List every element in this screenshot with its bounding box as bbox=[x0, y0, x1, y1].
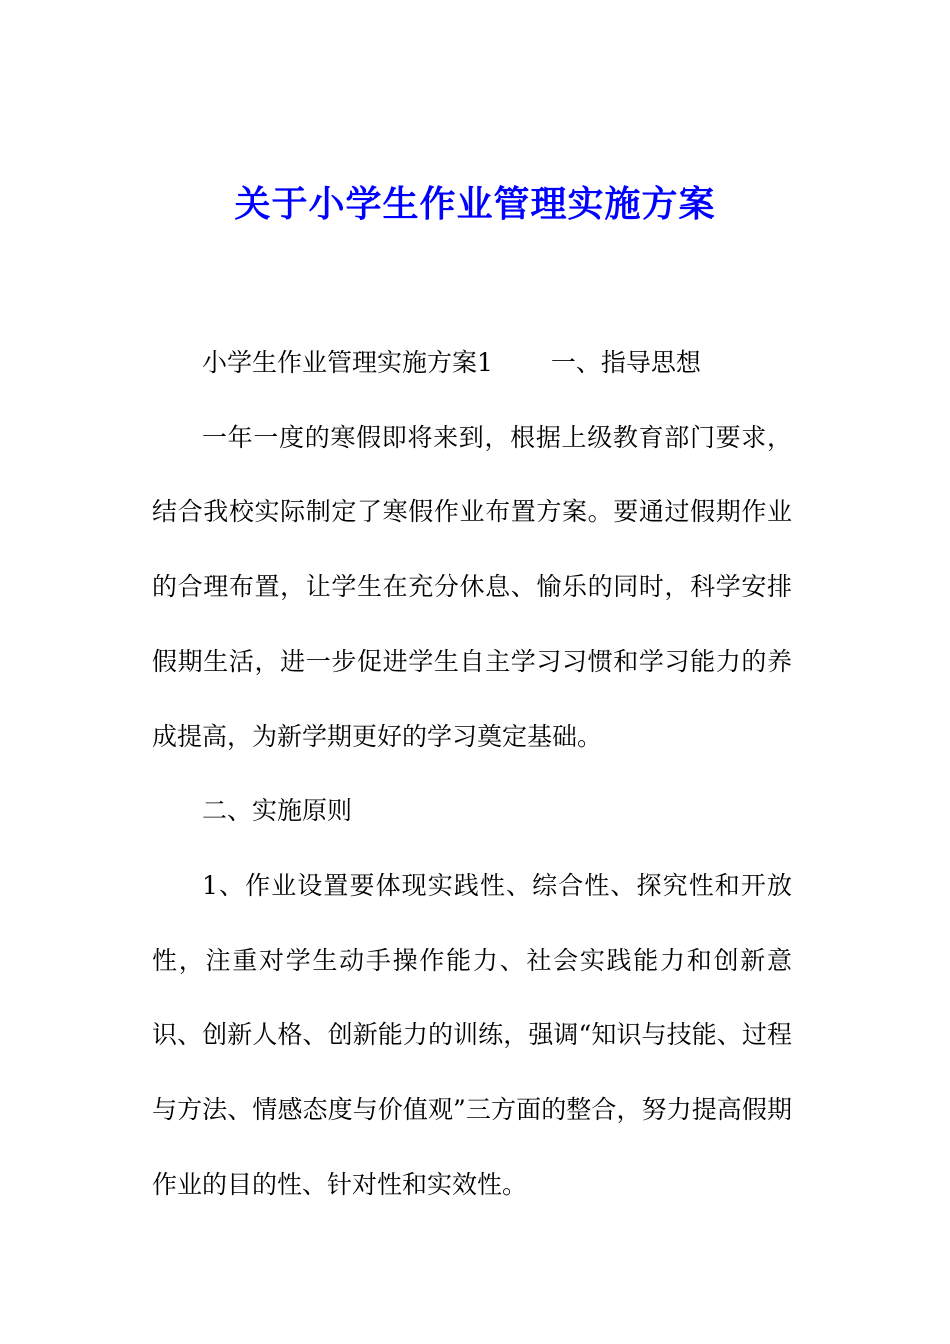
document-title: 关于小学生作业管理实施方案 bbox=[234, 183, 716, 225]
paragraph-principle-1: 1、作业设置要体现实践性、综合性、探究性和开放性，注重对学生动手操作能力、社会实践能力和创新意识、创新人格、创新能力的训练，强调“知识与技能、过程与方法、情感态度与价值观”三方面的整合，努力提高假期作业的目的性、针对性和实效性。 bbox=[152, 870, 792, 1199]
document-body bbox=[152, 326, 792, 1222]
paragraph-heading-line bbox=[152, 326, 792, 401]
section-heading-guiding-idea: 一、指导思想 bbox=[550, 348, 701, 377]
paragraph-intro: 一年一度的寒假即将来到，根据上级教育部门要求，结合我校实际制定了寒假作业布置方案。要通过假期作业的合理布置，让学生在充分休息、愉乐的同时，科学安排假期生活，进一步促进学生自主学习习惯和学习能力的养成提高，为新学期更好的学习奠定基础。 bbox=[152, 422, 792, 751]
section-heading-plan: 小学生作业管理实施方案1 bbox=[202, 348, 493, 377]
section-heading-principles: 二、实施原则 bbox=[202, 796, 353, 826]
